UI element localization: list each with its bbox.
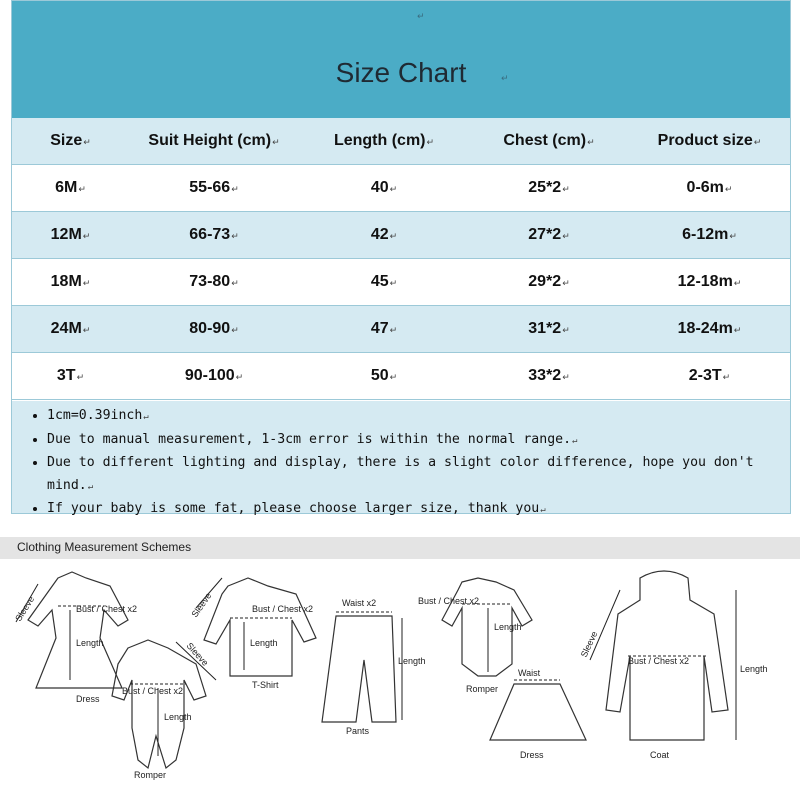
notes-box (12, 401, 790, 516)
waist-label: Waist (518, 668, 541, 678)
sleeve-label: Sleeve (13, 594, 37, 624)
sleeve-label: Sleeve (184, 640, 211, 668)
column-header-label: Size (50, 132, 83, 149)
cell-value: 6M (55, 179, 78, 196)
cell-value: 18M (50, 273, 82, 290)
dress-caption: Dress (76, 694, 100, 704)
paragraph-mark: ↵ (235, 372, 244, 382)
table-cell (469, 353, 629, 400)
table-cell (469, 212, 629, 259)
bust-chest-label: Bust / Chest x2 (628, 656, 690, 666)
paragraph-mark: ↵ (572, 435, 578, 446)
column-header-label: Length (cm) (333, 132, 426, 149)
paragraph-mark: ↵ (389, 278, 398, 288)
bust-chest-label: Bust / Chest x2 (122, 686, 184, 696)
cell-value: 0-6m (686, 179, 724, 196)
column-header (12, 118, 129, 165)
length-label: Length (76, 638, 104, 648)
pants-drawing (322, 598, 426, 736)
romper-drawing-right (418, 578, 532, 694)
table-cell (299, 165, 469, 212)
paragraph-mark: ↵ (724, 184, 733, 194)
coat-drawing (579, 571, 768, 760)
cell-value: 90-100 (184, 367, 235, 384)
dress-caption: Dress (520, 750, 544, 760)
cell-value: 24M (50, 320, 82, 337)
cell-value: 45 (370, 273, 389, 290)
paragraph-mark: ↵ (562, 372, 570, 382)
paragraph-mark: ↵ (272, 137, 280, 147)
tshirt-caption: T-Shirt (252, 680, 279, 690)
table-cell (629, 259, 790, 306)
paragraph-mark: ↵ (562, 231, 570, 241)
column-header (469, 118, 629, 165)
column-header (129, 118, 299, 165)
cell-value: 27*2 (528, 226, 562, 243)
paragraph-mark: ↵ (562, 184, 570, 194)
table-cell (12, 165, 129, 212)
length-label: Length (398, 656, 426, 666)
paragraph-mark: ↵ (78, 184, 86, 194)
paragraph-mark: ↵ (231, 184, 239, 194)
column-header (629, 118, 790, 165)
paragraph-mark: ↵ (87, 481, 94, 492)
table-cell (12, 259, 129, 306)
paragraph-mark: ↵ (733, 325, 742, 335)
table-cell (129, 212, 299, 259)
paragraph-mark: ↵ (562, 278, 570, 288)
table-header-row (12, 118, 790, 165)
table-row (12, 353, 790, 400)
paragraph-mark: ↵ (733, 278, 742, 288)
table-row (12, 165, 790, 212)
paragraph-mark: ↵ (389, 184, 398, 194)
cell-value: 31*2 (528, 320, 562, 337)
table-cell (469, 259, 629, 306)
cell-value: 73-80 (189, 273, 231, 290)
table-cell (299, 306, 469, 353)
table-cell (629, 353, 790, 400)
table-cell (299, 212, 469, 259)
romper-caption: Romper (466, 684, 499, 694)
paragraph-mark: ↵ (389, 325, 398, 335)
note-text: 1cm=0.39inch (47, 408, 143, 423)
paragraph-mark: ↵ (540, 505, 546, 515)
paragraph-mark: ↵ (231, 325, 239, 335)
sleeve-label: Sleeve (189, 590, 214, 620)
size-chart (11, 0, 791, 514)
note-text: If your baby is some fat, please choose larger size, thank you (47, 501, 540, 516)
length-label: Length (740, 664, 768, 674)
column-header-label: Chest (cm) (503, 132, 587, 149)
cell-value: 40 (370, 179, 389, 196)
paragraph-mark: ↵ (729, 231, 737, 241)
table-row (12, 306, 790, 353)
romper-caption: Romper (134, 770, 167, 780)
waist-x2-label: Waist x2 (342, 598, 377, 608)
skirt-drawing (490, 668, 586, 760)
table-cell (629, 306, 790, 353)
paragraph-mark: ↵ (82, 325, 91, 335)
paragraph-mark: ↵ (562, 325, 570, 335)
table-row (12, 212, 790, 259)
paragraph-mark: ↵ (143, 412, 149, 422)
paragraph-mark: ↵ (753, 137, 762, 147)
table-cell (12, 353, 129, 400)
coat-caption: Coat (650, 750, 670, 760)
paragraph-mark: ↵ (231, 231, 239, 241)
table-cell (129, 353, 299, 400)
cell-value: 25*2 (528, 179, 562, 196)
bust-chest-label: Bust / Chest x2 (418, 596, 480, 606)
cell-value: 33*2 (528, 367, 562, 384)
cell-value: 12M (50, 226, 82, 243)
column-header-label: Suit Height (cm) (148, 132, 272, 149)
cell-value: 18-24m (677, 320, 733, 337)
bust-chest-label: Bust / Chest x2 (252, 604, 314, 614)
paragraph-mark: ↵ (76, 372, 85, 382)
cell-value: 6-12m (682, 226, 729, 243)
measurement-drawings (0, 560, 800, 800)
cell-value: 66-73 (189, 226, 231, 243)
scheme-title: Clothing Measurement Schemes (17, 540, 192, 554)
pants-caption: Pants (346, 726, 370, 736)
paragraph-mark: ↵ (389, 372, 398, 382)
romper-drawing-left (112, 640, 216, 780)
cell-value: 12-18m (677, 273, 733, 290)
cell-value: 80-90 (189, 320, 231, 337)
table-cell (129, 306, 299, 353)
notes-list (12, 401, 790, 522)
table-cell (299, 353, 469, 400)
column-header-label: Product size (657, 132, 753, 149)
paragraph-mark: ↵ (501, 73, 509, 83)
table-cell (629, 165, 790, 212)
table-cell (299, 259, 469, 306)
cell-value: 50 (370, 367, 389, 384)
table-cell (469, 165, 629, 212)
size-table (12, 118, 790, 400)
table-cell (12, 212, 129, 259)
table-row (12, 259, 790, 306)
sleeve-label: Sleeve (578, 629, 600, 659)
paragraph-mark: ↵ (83, 137, 91, 147)
cell-value: 29*2 (528, 273, 562, 290)
note-item (47, 452, 790, 498)
page-title: Size Chart (335, 57, 467, 88)
table-cell (129, 165, 299, 212)
note-item (47, 405, 790, 429)
paragraph-mark: ↵ (82, 278, 91, 288)
cell-value: 47 (370, 320, 389, 337)
bust-chest-label: Bust / Chest x2 (76, 604, 138, 614)
note-item (47, 429, 790, 453)
column-header (299, 118, 469, 165)
cell-value: 42 (370, 226, 389, 243)
table-cell (12, 306, 129, 353)
paragraph-mark: ↵ (82, 231, 91, 241)
note-text: Due to manual measurement, 1-3cm error is within the normal range. (47, 431, 572, 447)
table-cell (469, 306, 629, 353)
paragraph-mark: ↵ (417, 11, 425, 21)
cell-value: 3T (56, 367, 76, 384)
dress-drawing (13, 572, 137, 704)
table-cell (129, 259, 299, 306)
cell-value: 55-66 (189, 179, 231, 196)
paragraph-mark: ↵ (587, 137, 595, 147)
paragraph-mark: ↵ (722, 372, 731, 382)
table-cell (629, 212, 790, 259)
paragraph-mark: ↵ (426, 137, 435, 147)
cell-value: 2-3T (688, 367, 722, 384)
length-label: Length (164, 712, 192, 722)
paragraph-mark: ↵ (389, 231, 398, 241)
note-text: Due to different lighting and display, there is a slight color difference, hope you don't mind. (47, 455, 754, 493)
note-item (47, 498, 790, 522)
length-label: Length (250, 638, 278, 648)
length-label: Length (494, 622, 522, 632)
paragraph-mark: ↵ (231, 278, 239, 288)
